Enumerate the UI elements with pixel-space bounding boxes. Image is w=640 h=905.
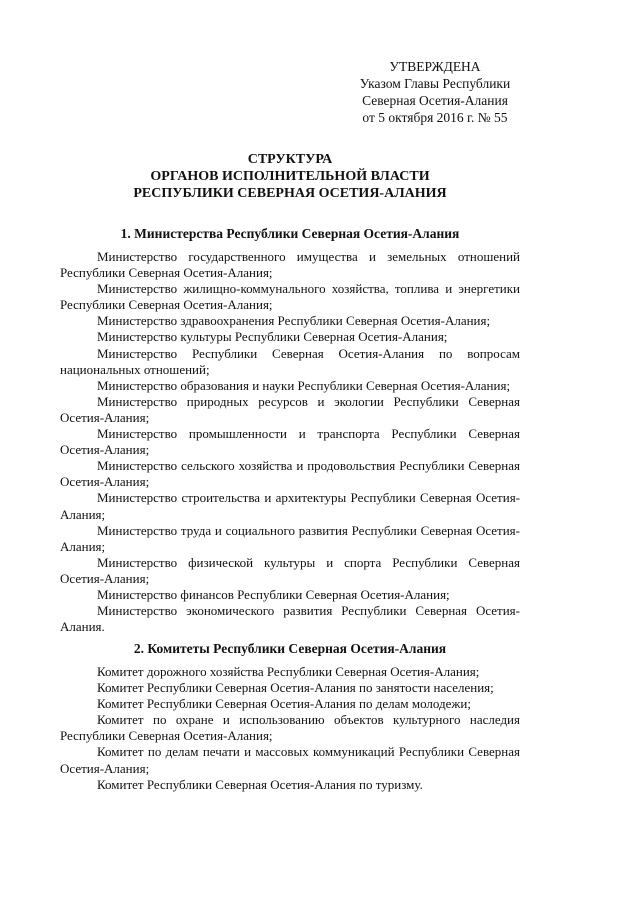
list-item: Министерство экономического развития Республики Северная Осетия-Алания.	[60, 603, 520, 635]
list-item: Комитет Республики Северная Осетия-Алания по занятости населения;	[97, 680, 494, 696]
list-item: Комитет Республики Северная Осетия-Алания по делам молодежи;	[97, 696, 471, 712]
list-item: Министерство образования и науки Республики Северная Осетия-Алания;	[97, 377, 511, 393]
list-item: Министерство строительства и архитектуры Республики Северная Осетия-Алания;	[60, 490, 520, 522]
list-item: Министерство жилищно-коммунального хозяйства, топлива и энергетики Республики Северная Осетия-Алания;	[60, 281, 520, 313]
approval-line: от 5 октября 2016 г. № 55	[362, 110, 508, 125]
title-line: СТРУКТУРА	[247, 152, 333, 167]
approval-line: УТВЕРЖДЕНА	[389, 59, 481, 74]
title-line: ОРГАНОВ ИСПОЛНИТЕЛЬНОЙ ВЛАСТИ	[150, 169, 430, 184]
list-item: Министерство государственного имущества и земельных отношений Республики Северная Осетия-Алания;	[60, 249, 520, 281]
list-item: Министерство Республики Северная Осетия-Алания по вопросам национальных отношений;	[60, 345, 520, 377]
approval-line: Указом Главы Республики	[359, 76, 511, 91]
section-heading: 1. Министерства Республики Северная Осетия-Алания	[120, 226, 460, 241]
section-heading: 2. Комитеты Республики Северная Осетия-Алания	[133, 641, 447, 656]
list-item: Министерство культуры Республики Северная Осетия-Алания;	[97, 329, 448, 345]
list-item: Министерство здравоохранения Республики Северная Осетия-Алания;	[97, 313, 491, 329]
list-item: Министерство финансов Республики Северная Осетия-Алания;	[97, 586, 450, 602]
list-item: Министерство труда и социального развития Республики Северная Осетия-Алания;	[60, 522, 520, 554]
approval-line: Северная Осетия-Алания	[362, 93, 508, 108]
list-item: Министерство сельского хозяйства и продовольствия Республики Северная Осетия-Алания;	[60, 458, 520, 490]
approval-stamp	[330, 58, 540, 126]
title-line: РЕСПУБЛИКИ СЕВЕРНАЯ ОСЕТИЯ-АЛАНИЯ	[133, 186, 447, 201]
list-item: Министерство промышленности и транспорта Республики Северная Осетия-Алания;	[60, 426, 520, 458]
list-item: Комитет Республики Северная Осетия-Алания по туризму.	[97, 776, 423, 792]
list-item: Комитет по делам печати и массовых коммуникаций Республики Северная Осетия-Алания;	[60, 744, 520, 776]
section-committees	[60, 640, 520, 793]
section-ministries	[60, 225, 520, 635]
list-item: Комитет дорожного хозяйства Республики Северная Осетия-Алания;	[97, 664, 480, 679]
list-item: Министерство физической культуры и спорта Республики Северная Осетия-Алания;	[60, 554, 520, 586]
list-item: Комитет по охране и использованию объектов культурного наследия Республики Северная Осетия-Алания;	[60, 712, 520, 744]
document-title	[60, 151, 520, 202]
list-item: Министерство природных ресурсов и экологии Республики Северная Осетия-Алания;	[60, 393, 520, 425]
